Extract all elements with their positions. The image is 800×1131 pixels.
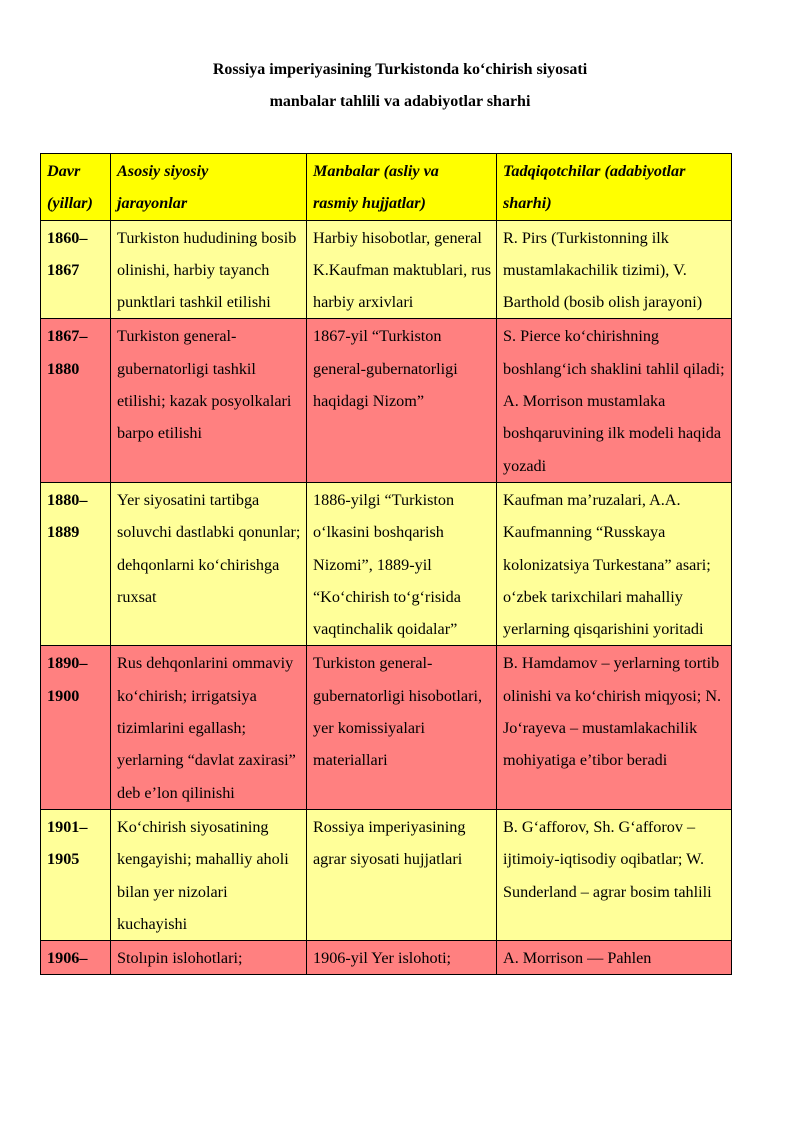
period-cell: 1890– 1900 <box>41 646 111 809</box>
sources-cell: Turkiston general-gubernatorligi hisobotlari, yer komissiyalari materiallari <box>307 646 497 809</box>
table-header-row <box>41 154 732 221</box>
table-row <box>41 809 732 940</box>
researchers-cell: B. Hamdamov – yerlarning tortib olinishi va ko‘chirish miqyosi; N. Jo‘rayeva – mustamlakachilik mohiyatiga e’tibor beradi <box>497 646 732 809</box>
header-process: Asosiy siyosiy jarayonlar <box>111 154 307 221</box>
period-cell: 1867– 1880 <box>41 319 111 482</box>
process-cell: Ko‘chirish siyosatining kengayishi; mahalliy aholi bilan yer nizolari kuchayishi <box>111 809 307 940</box>
researchers-cell: Kaufman ma’ruzalari, A.A. Kaufmanning “Russkaya kolonizatsiya Turkestana” asari; o‘zbek tarixchilari mahalliy yerlarning qisqarishini yoritadi <box>497 482 732 645</box>
document-title-line-1: Rossiya imperiyasining Turkistonda ko‘chirish siyosati <box>212 61 588 78</box>
process-cell: Turkiston general-gubernatorligi tashkil etilishi; kazak posyolkalari barpo etilishi <box>111 319 307 482</box>
researchers-cell: A. Morrison — Pahlen <box>497 941 732 975</box>
process-cell: Stolıpin islohotlari; <box>111 941 307 975</box>
table-row <box>41 220 732 319</box>
process-cell: Yer siyosatini tartibga soluvchi dastlabki qonunlar; dehqonlarni ko‘chirishga ruxsat <box>111 482 307 645</box>
period-cell: 1906– <box>41 941 111 975</box>
researchers-cell: R. Pirs (Turkistonning ilk mustamlakachilik tizimi), V. Barthold (bosib olish jarayoni) <box>497 220 732 319</box>
researchers-cell: B. G‘afforov, Sh. G‘afforov – ijtimoiy-iqtisodiy oqibatlar; W. Sunderland – agrar bosim tahlili <box>497 809 732 940</box>
document-title-line-2: manbalar tahlili va adabiyotlar sharhi <box>269 93 531 110</box>
header-sources: Manbalar (asliy va rasmiy hujjatlar) <box>307 154 497 221</box>
researchers-cell: S. Pierce ko‘chirishning boshlang‘ich shaklini tahlil qiladi; A. Morrison mustamlaka boshqaruvining ilk modeli haqida yozadi <box>497 319 732 482</box>
sources-cell: Harbiy hisobotlar, general K.Kaufman maktublari, rus harbiy arxivlari <box>307 220 497 319</box>
process-cell: Turkiston hududining bosib olinishi, harbiy tayanch punktlari tashkil etilishi <box>111 220 307 319</box>
sources-cell: 1906-yil Yer islohoti; <box>307 941 497 975</box>
period-cell: 1880– 1889 <box>41 482 111 645</box>
policy-table <box>40 153 732 975</box>
sources-cell: Rossiya imperiyasining agrar siyosati hujjatlari <box>307 809 497 940</box>
table-row <box>41 941 732 975</box>
table-row <box>41 646 732 809</box>
period-cell: 1860– 1867 <box>41 220 111 319</box>
process-cell: Rus dehqonlarini ommaviy ko‘chirish; irrigatsiya tizimlarini egallash; yerlarning “davlat zaxirasi” deb e’lon qilinishi <box>111 646 307 809</box>
header-researchers: Tadqiqotchilar (adabiyotlar sharhi) <box>497 154 732 221</box>
table-row <box>41 482 732 645</box>
period-cell: 1901– 1905 <box>41 809 111 940</box>
sources-cell: 1886-yilgi “Turkiston o‘lkasini boshqarish Nizomi”, 1889-yil “Ko‘chirish to‘g‘risida vaqtinchalik qoidalar” <box>307 482 497 645</box>
header-period: Davr (yillar) <box>41 154 111 221</box>
table-row <box>41 319 732 482</box>
sources-cell: 1867-yil “Turkiston general-gubernatorligi haqidagi Nizom” <box>307 319 497 482</box>
